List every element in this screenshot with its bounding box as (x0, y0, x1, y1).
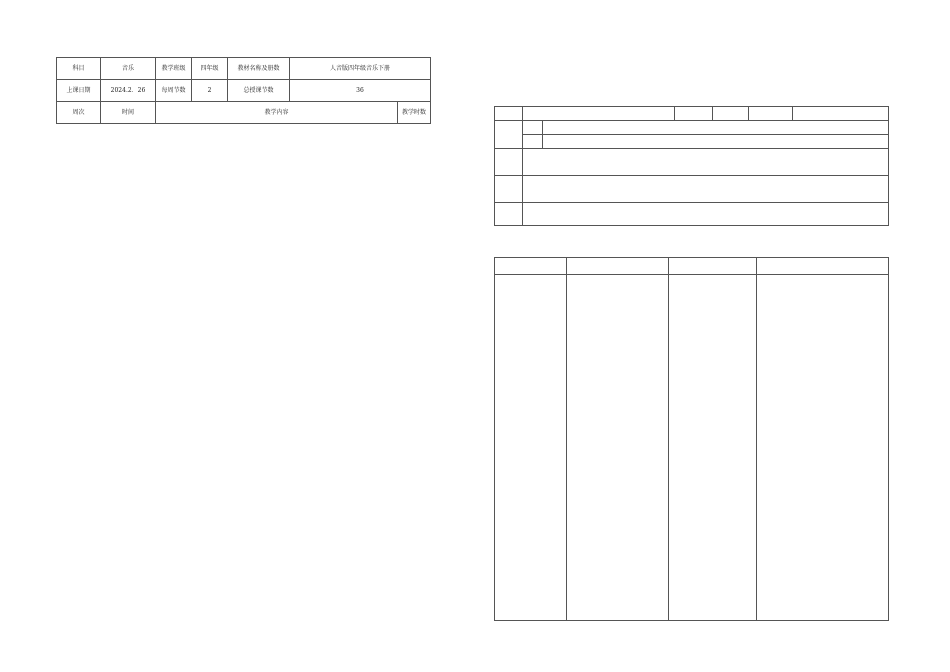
header-student (669, 258, 757, 275)
header-content (495, 258, 567, 275)
topic-value (523, 107, 675, 121)
info-cell: 总授课节数 (228, 80, 290, 102)
topic-label (495, 107, 523, 121)
activities-table (494, 257, 889, 621)
schedule-header-cell: 教学时数 (398, 102, 431, 124)
info-cell: 上课日期 (57, 80, 101, 102)
info-cell: 每周节数 (156, 80, 192, 102)
info-row (57, 80, 431, 102)
difficult-text (523, 176, 889, 203)
info-cell: 科目 (57, 58, 101, 80)
tools-label (495, 203, 523, 226)
goals-label (495, 121, 523, 149)
info-cell: 教学班级 (156, 58, 192, 80)
knowledge-text (543, 121, 889, 135)
schedule-header-cell: 教学内容 (156, 102, 398, 124)
info-cell: 36 (290, 80, 431, 102)
header-teacher (567, 258, 669, 275)
key-label (495, 149, 523, 176)
lesson-info-table (494, 106, 889, 226)
header-intent (757, 258, 889, 275)
total-label (749, 107, 793, 121)
tools-text (523, 203, 889, 226)
difficult-label (495, 176, 523, 203)
schedule-table (56, 57, 431, 124)
knowledge-label (523, 121, 543, 135)
schedule-header-row (57, 102, 431, 124)
schedule-header-cell: 时间 (101, 102, 156, 124)
info-cell: 音乐 (101, 58, 156, 80)
period-value (713, 107, 749, 121)
info-cell: 2024.2．26 (101, 80, 156, 102)
info-cell: 2 (192, 80, 228, 102)
info-row (57, 58, 431, 80)
content-column (495, 275, 567, 621)
teacher-column (567, 275, 669, 621)
period-label (675, 107, 713, 121)
intent-column (757, 275, 889, 621)
key-text (523, 149, 889, 176)
total-value (793, 107, 889, 121)
emotion-label (523, 135, 543, 149)
info-cell: 人音版四年级音乐下册 (290, 58, 431, 80)
info-cell: 四年级 (192, 58, 228, 80)
student-column (669, 275, 757, 621)
schedule-header-cell: 周次 (57, 102, 101, 124)
info-cell: 教材名称及册数 (228, 58, 290, 80)
emotion-text (543, 135, 889, 149)
